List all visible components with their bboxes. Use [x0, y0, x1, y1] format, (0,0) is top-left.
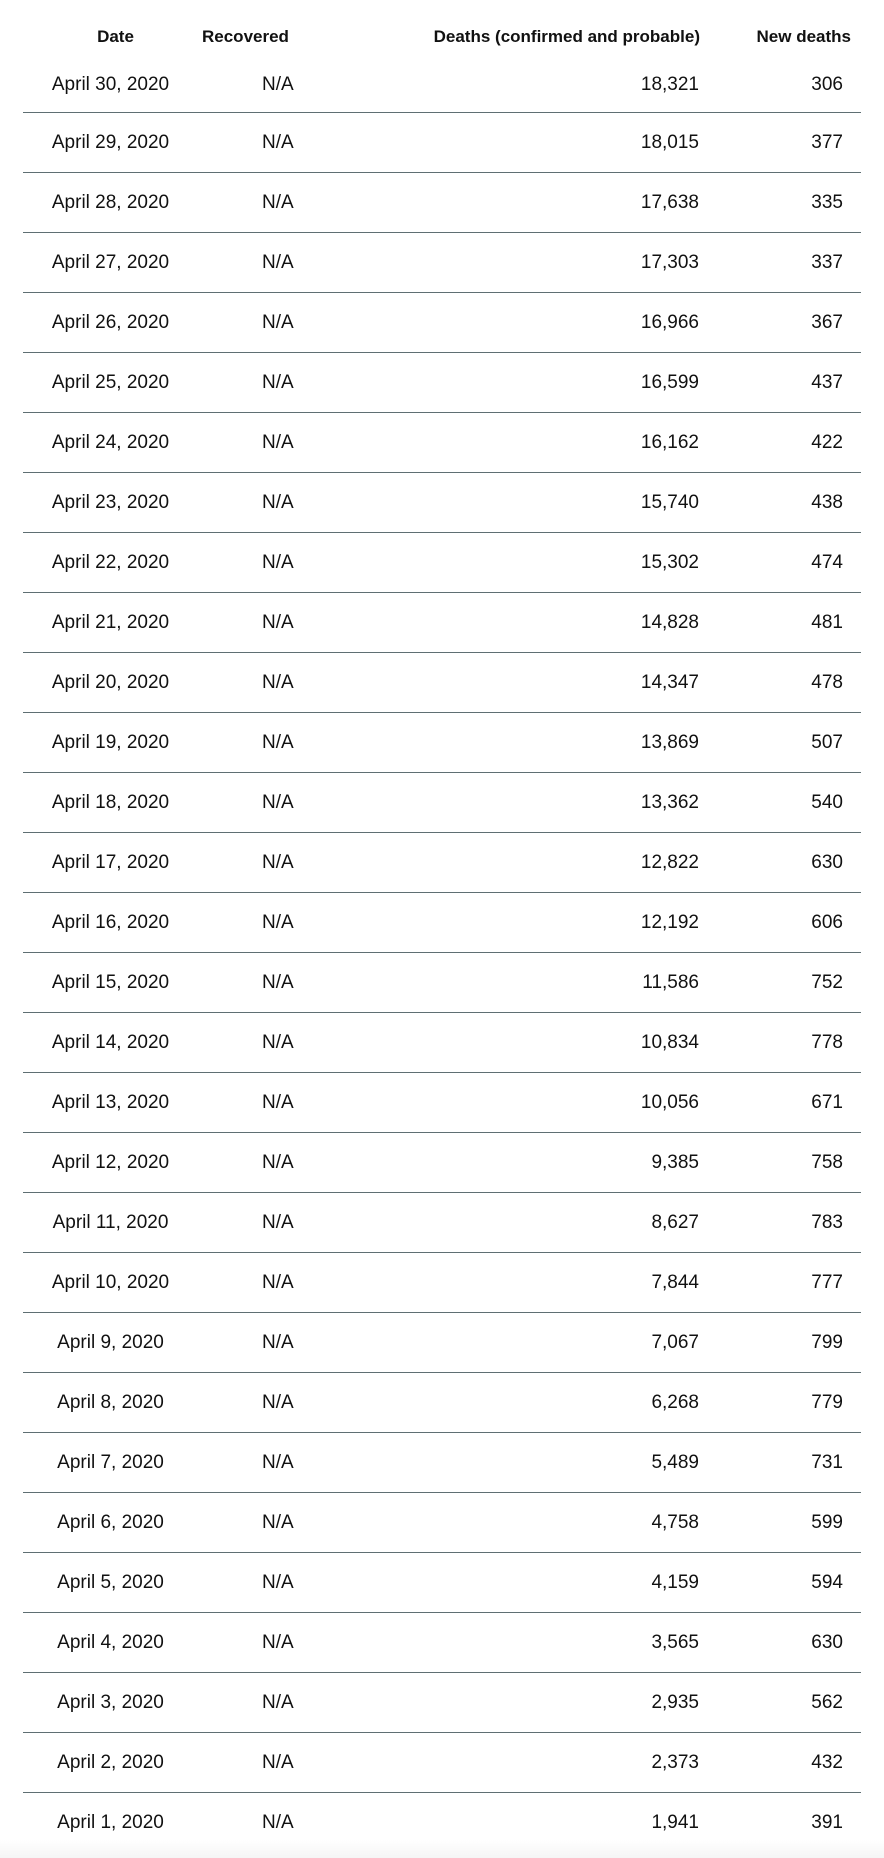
- cell-date: April 21, 2020: [23, 593, 198, 653]
- cell-recovered: N/A: [198, 1493, 348, 1553]
- cell-new-deaths: 758: [703, 1133, 861, 1193]
- table-row: [23, 113, 861, 173]
- cell-recovered: N/A: [198, 1433, 348, 1493]
- cell-recovered: N/A: [198, 533, 348, 593]
- cell-recovered: N/A: [198, 833, 348, 893]
- cell-recovered: N/A: [198, 1073, 348, 1133]
- cell-recovered: N/A: [198, 1553, 348, 1613]
- cell-new-deaths: 507: [703, 713, 861, 773]
- cell-deaths: 12,192: [348, 893, 703, 953]
- cell-deaths: 10,834: [348, 1013, 703, 1073]
- cell-deaths: 2,373: [348, 1733, 703, 1793]
- cell-deaths: 16,599: [348, 353, 703, 413]
- cell-new-deaths: 377: [703, 113, 861, 173]
- cell-deaths: 16,966: [348, 293, 703, 353]
- cell-recovered: N/A: [198, 473, 348, 533]
- cell-recovered: N/A: [198, 653, 348, 713]
- cell-deaths: 15,302: [348, 533, 703, 593]
- cell-deaths: 10,056: [348, 1073, 703, 1133]
- table-row: [23, 353, 861, 413]
- table-row: [23, 833, 861, 893]
- cell-deaths: 7,844: [348, 1253, 703, 1313]
- cell-recovered: N/A: [198, 233, 348, 293]
- table-row: [23, 1313, 861, 1373]
- cell-date: April 28, 2020: [23, 173, 198, 233]
- cell-deaths: 14,347: [348, 653, 703, 713]
- table-row: [23, 1253, 861, 1313]
- cell-recovered: N/A: [198, 1733, 348, 1793]
- cell-new-deaths: 731: [703, 1433, 861, 1493]
- header-row: [23, 0, 861, 74]
- cell-recovered: N/A: [198, 1133, 348, 1193]
- cell-deaths: 4,159: [348, 1553, 703, 1613]
- cell-new-deaths: 777: [703, 1253, 861, 1313]
- cell-date: April 16, 2020: [23, 893, 198, 953]
- cell-date: April 10, 2020: [23, 1253, 198, 1313]
- table-row: [23, 593, 861, 653]
- table-row: [23, 1613, 861, 1673]
- table-row: [23, 74, 861, 113]
- cell-deaths: 18,015: [348, 113, 703, 173]
- table-row: [23, 1373, 861, 1433]
- cell-deaths: 1,941: [348, 1793, 703, 1853]
- cell-recovered: N/A: [198, 1013, 348, 1073]
- cell-new-deaths: 367: [703, 293, 861, 353]
- table-row: [23, 1433, 861, 1493]
- cell-deaths: 14,828: [348, 593, 703, 653]
- table-row: [23, 953, 861, 1013]
- column-header-recovered: Recovered: [202, 27, 289, 46]
- cell-deaths: 13,362: [348, 773, 703, 833]
- cell-new-deaths: 778: [703, 1013, 861, 1073]
- cell-date: April 26, 2020: [23, 293, 198, 353]
- cell-date: April 27, 2020: [23, 233, 198, 293]
- cell-recovered: N/A: [198, 353, 348, 413]
- table-header: [23, 0, 861, 74]
- cell-deaths: 8,627: [348, 1193, 703, 1253]
- cell-new-deaths: 779: [703, 1373, 861, 1433]
- cell-date: April 18, 2020: [23, 773, 198, 833]
- cell-new-deaths: 599: [703, 1493, 861, 1553]
- cell-recovered: N/A: [198, 113, 348, 173]
- cell-new-deaths: 478: [703, 653, 861, 713]
- table-row: [23, 173, 861, 233]
- cell-date: April 23, 2020: [23, 473, 198, 533]
- cell-new-deaths: 594: [703, 1553, 861, 1613]
- cell-deaths: 2,935: [348, 1673, 703, 1733]
- cell-new-deaths: 630: [703, 833, 861, 893]
- table-row: [23, 1553, 861, 1613]
- cell-date: April 30, 2020: [51, 74, 170, 95]
- cell-date: April 7, 2020: [23, 1433, 198, 1493]
- cell-recovered: N/A: [198, 1373, 348, 1433]
- cell-new-deaths: 783: [703, 1193, 861, 1253]
- cell-new-deaths: 540: [703, 773, 861, 833]
- cell-deaths: 12,822: [348, 833, 703, 893]
- cell-new-deaths: 422: [703, 413, 861, 473]
- cell-recovered: N/A: [198, 893, 348, 953]
- cell-recovered: N/A: [198, 413, 348, 473]
- cell-deaths: 3,565: [348, 1613, 703, 1673]
- cell-recovered: N/A: [198, 293, 348, 353]
- cell-recovered: N/A: [262, 74, 294, 95]
- table-row: [23, 1073, 861, 1133]
- column-header-deaths: Deaths (confirmed and probable): [433, 27, 700, 46]
- table-row: [23, 1673, 861, 1733]
- cell-date: April 4, 2020: [23, 1613, 198, 1673]
- cell-new-deaths: 337: [703, 233, 861, 293]
- column-header-date: Date: [97, 27, 134, 46]
- cell-date: April 8, 2020: [23, 1373, 198, 1433]
- cell-date: April 25, 2020: [23, 353, 198, 413]
- table-row: [23, 653, 861, 713]
- cell-recovered: N/A: [198, 1673, 348, 1733]
- table-row: [23, 413, 861, 473]
- cell-new-deaths: 630: [703, 1613, 861, 1673]
- cell-deaths: 11,586: [348, 953, 703, 1013]
- cell-new-deaths: 606: [703, 893, 861, 953]
- cell-date: April 11, 2020: [23, 1193, 198, 1253]
- cell-deaths: 9,385: [348, 1133, 703, 1193]
- cell-new-deaths: 562: [703, 1673, 861, 1733]
- cell-date: April 17, 2020: [23, 833, 198, 893]
- cell-new-deaths: 752: [703, 953, 861, 1013]
- cell-recovered: N/A: [198, 593, 348, 653]
- cell-recovered: N/A: [198, 1313, 348, 1373]
- table-row: [23, 1493, 861, 1553]
- cell-date: April 22, 2020: [23, 533, 198, 593]
- cell-deaths: 13,869: [348, 713, 703, 773]
- cell-deaths: 7,067: [348, 1313, 703, 1373]
- cell-date: April 6, 2020: [23, 1493, 198, 1553]
- table-row: [23, 1013, 861, 1073]
- cell-date: April 14, 2020: [23, 1013, 198, 1073]
- cell-recovered: N/A: [198, 1253, 348, 1313]
- bottom-fade: [0, 1840, 884, 1858]
- cell-recovered: N/A: [198, 1193, 348, 1253]
- cell-deaths: 6,268: [348, 1373, 703, 1433]
- cell-date: April 9, 2020: [23, 1313, 198, 1373]
- cell-recovered: N/A: [198, 173, 348, 233]
- cell-date: April 5, 2020: [23, 1553, 198, 1613]
- table-body: [23, 74, 861, 1852]
- table-row: [23, 713, 861, 773]
- table-row: [23, 233, 861, 293]
- cell-deaths: 17,638: [348, 173, 703, 233]
- cell-new-deaths: 481: [703, 593, 861, 653]
- cell-date: April 20, 2020: [23, 653, 198, 713]
- cell-new-deaths: 432: [703, 1733, 861, 1793]
- cell-date: April 24, 2020: [23, 413, 198, 473]
- table-row: [23, 1133, 861, 1193]
- cell-date: April 3, 2020: [23, 1673, 198, 1733]
- table-row: [23, 473, 861, 533]
- cell-new-deaths: 437: [703, 353, 861, 413]
- cell-deaths: 15,740: [348, 473, 703, 533]
- cell-deaths: 18,321: [640, 74, 699, 95]
- cell-new-deaths: 391: [703, 1793, 861, 1853]
- cell-new-deaths: 671: [703, 1073, 861, 1133]
- table-row: [23, 1733, 861, 1793]
- table-row: [23, 533, 861, 593]
- cell-date: April 1, 2020: [23, 1793, 198, 1853]
- cell-recovered: N/A: [198, 1793, 348, 1853]
- table-row: [23, 293, 861, 353]
- cell-date: April 19, 2020: [23, 713, 198, 773]
- cell-recovered: N/A: [198, 773, 348, 833]
- cell-deaths: 16,162: [348, 413, 703, 473]
- cell-deaths: 17,303: [348, 233, 703, 293]
- cell-new-deaths: 799: [703, 1313, 861, 1373]
- cell-recovered: N/A: [198, 713, 348, 773]
- cell-date: April 15, 2020: [23, 953, 198, 1013]
- cell-date: April 2, 2020: [23, 1733, 198, 1793]
- cell-new-deaths: 438: [703, 473, 861, 533]
- cell-date: April 12, 2020: [23, 1133, 198, 1193]
- column-header-new-deaths: New deaths: [756, 27, 851, 46]
- cell-deaths: 5,489: [348, 1433, 703, 1493]
- cell-new-deaths: 306: [811, 74, 843, 95]
- cell-recovered: N/A: [198, 1613, 348, 1673]
- table-row: [23, 893, 861, 953]
- cell-date: April 29, 2020: [23, 113, 198, 173]
- deaths-table: [23, 0, 861, 1852]
- cell-new-deaths: 335: [703, 173, 861, 233]
- cell-new-deaths: 474: [703, 533, 861, 593]
- cell-date: April 13, 2020: [23, 1073, 198, 1133]
- cell-recovered: N/A: [198, 953, 348, 1013]
- table-row: [23, 1193, 861, 1253]
- table-row: [23, 773, 861, 833]
- cell-deaths: 4,758: [348, 1493, 703, 1553]
